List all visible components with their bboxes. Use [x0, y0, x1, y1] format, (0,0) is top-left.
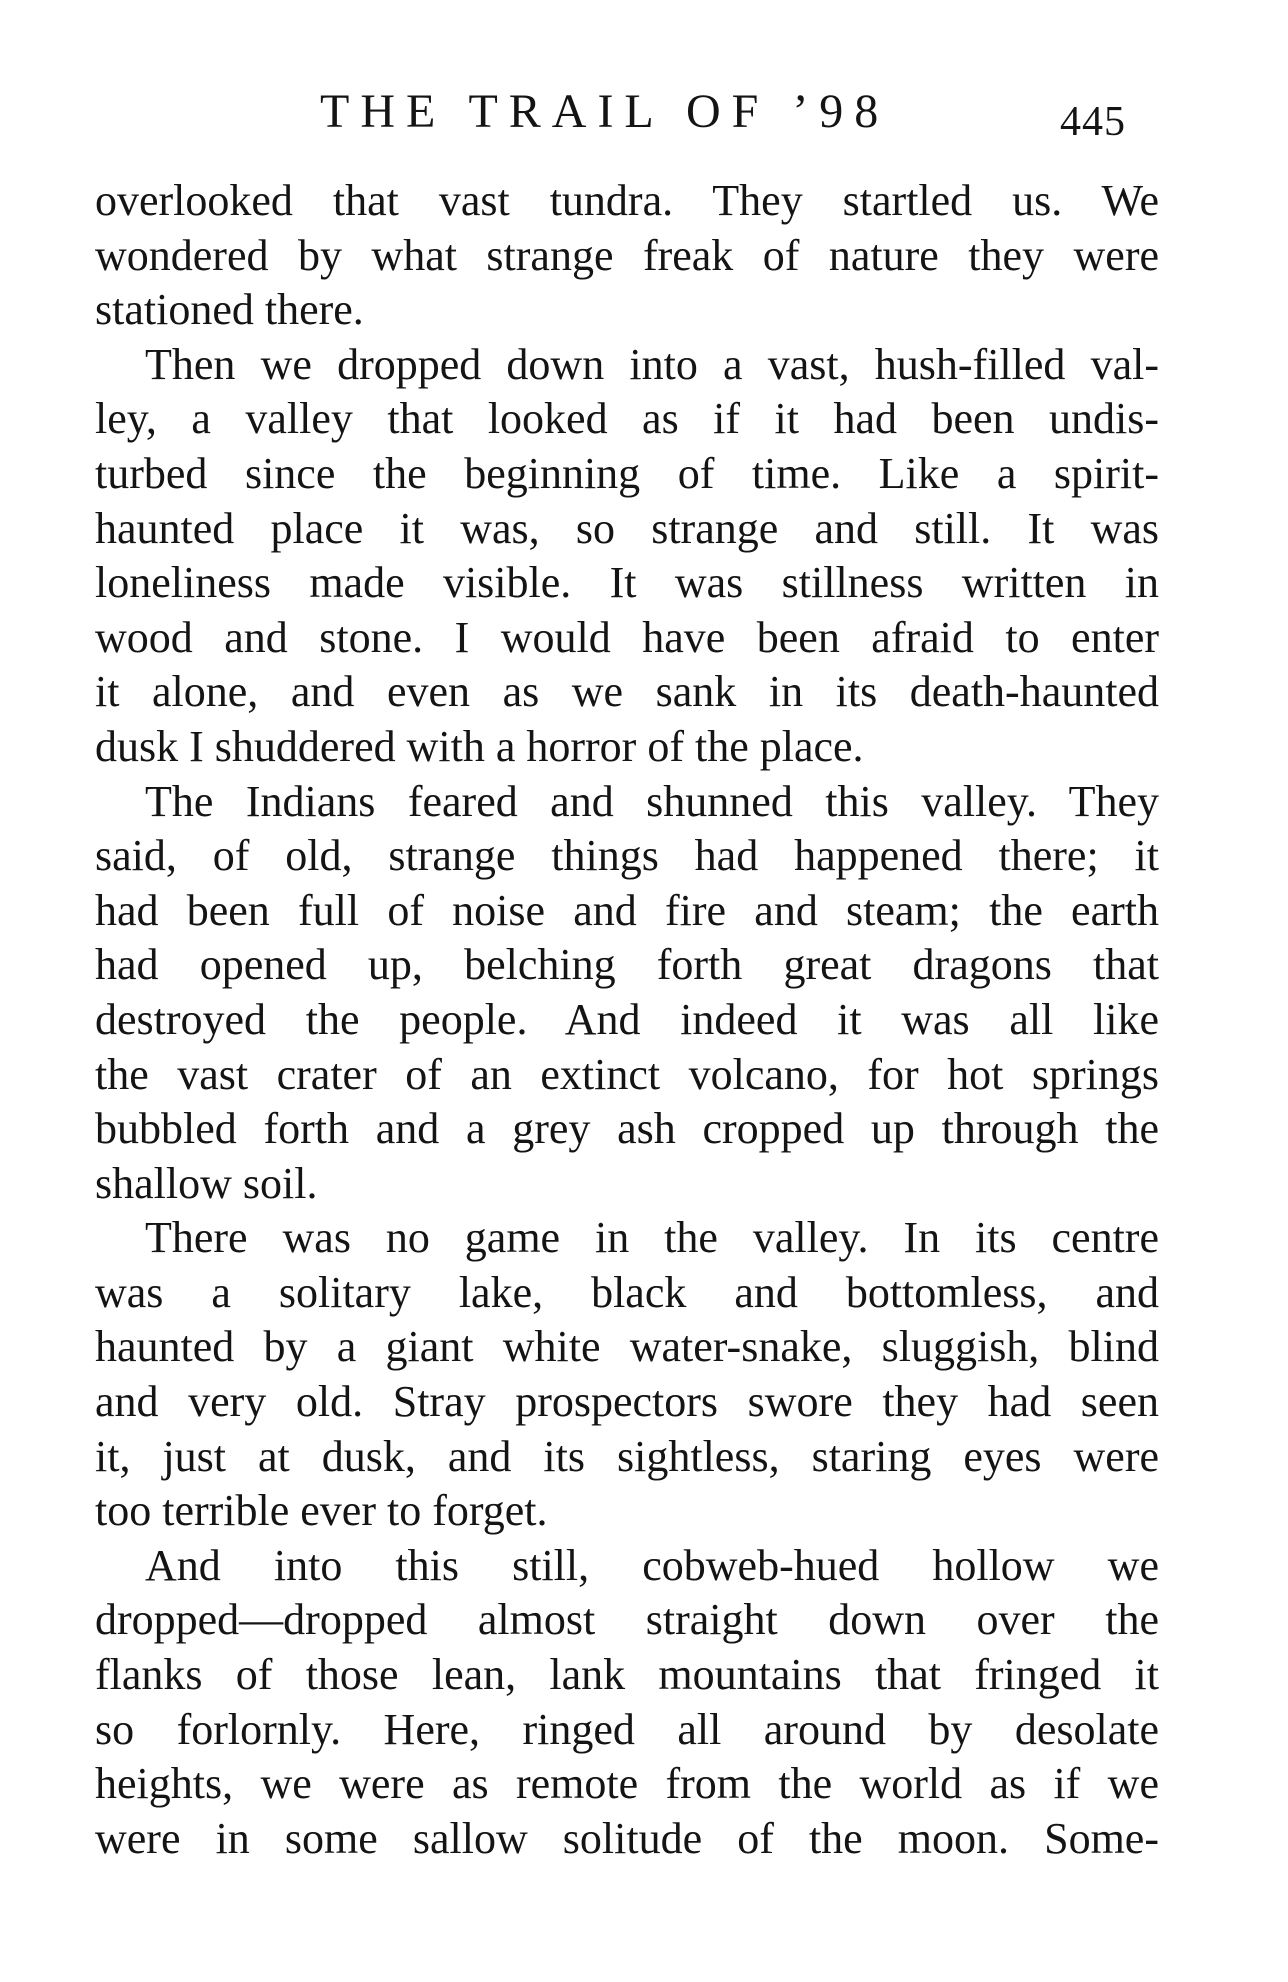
text-line: was a solitary lake, black and bottomless, and	[95, 1267, 1159, 1317]
text-line: The Indians feared and shunned this valley. They	[145, 776, 1159, 826]
paragraph-1	[95, 174, 1159, 338]
text-line: ley, a valley that looked as if it had been undis-	[95, 394, 1159, 444]
text-line: loneliness made visible. It was stillness written in	[95, 558, 1159, 608]
text-line: There was no game in the valley. In its centre	[145, 1213, 1159, 1263]
text-line: flanks of those lean, lank mountains that fringed it	[95, 1650, 1159, 1700]
paragraph-3	[95, 775, 1159, 1212]
text-line: so forlornly. Here, ringed all around by desolate	[95, 1704, 1159, 1754]
text-line: wood and stone. I would have been afraid to enter	[95, 612, 1159, 662]
page-number: 445	[1060, 99, 1126, 145]
body-text	[95, 174, 1159, 1866]
text-line: Then we dropped down into a vast, hush-filled val-	[145, 339, 1159, 389]
text-line: were in some sallow solitude of the moon. Some-	[95, 1813, 1159, 1863]
text-line: it, just at dusk, and its sightless, staring eyes were	[95, 1431, 1159, 1481]
text-line: had been full of noise and fire and steam; the earth	[95, 885, 1159, 935]
text-line: shallow soil.	[95, 1158, 318, 1208]
text-line: bubbled forth and a grey ash cropped up through the	[95, 1104, 1159, 1154]
text-line: heights, we were as remote from the world as if we	[95, 1759, 1159, 1809]
text-line: stationed there.	[95, 285, 364, 335]
text-line: dropped—dropped almost straight down over the	[95, 1595, 1159, 1645]
text-line: too terrible ever to forget.	[95, 1486, 548, 1536]
text-line: had opened up, belching forth great dragons that	[95, 940, 1159, 990]
text-line: overlooked that vast tundra. They startled us. We	[95, 176, 1159, 225]
text-line: and very old. Stray prospectors swore they had seen	[95, 1377, 1159, 1427]
text-line: destroyed the people. And indeed it was all like	[95, 994, 1159, 1044]
text-line: turbed since the beginning of time. Like a spirit-	[95, 448, 1159, 498]
paragraph-4	[95, 1211, 1159, 1539]
text-line: haunted by a giant white water-snake, sluggish, blind	[95, 1322, 1159, 1372]
text-line: the vast crater of an extinct volcano, for hot springs	[95, 1049, 1159, 1099]
text-line: dusk I shuddered with a horror of the place.	[95, 721, 864, 771]
text-line: wondered by what strange freak of nature they were	[95, 230, 1159, 280]
text-line: it alone, and even as we sank in its death-haunted	[95, 667, 1159, 717]
running-header	[0, 82, 1288, 145]
paragraph-5	[95, 1539, 1159, 1867]
text-line: said, of old, strange things had happened there; it	[95, 831, 1159, 881]
text-line: haunted place it was, so strange and still. It was	[95, 503, 1159, 553]
text-line: And into this still, cobweb-hued hollow we	[145, 1540, 1159, 1590]
running-title: THE TRAIL OF ’98	[320, 85, 890, 138]
paragraph-2	[95, 338, 1159, 775]
